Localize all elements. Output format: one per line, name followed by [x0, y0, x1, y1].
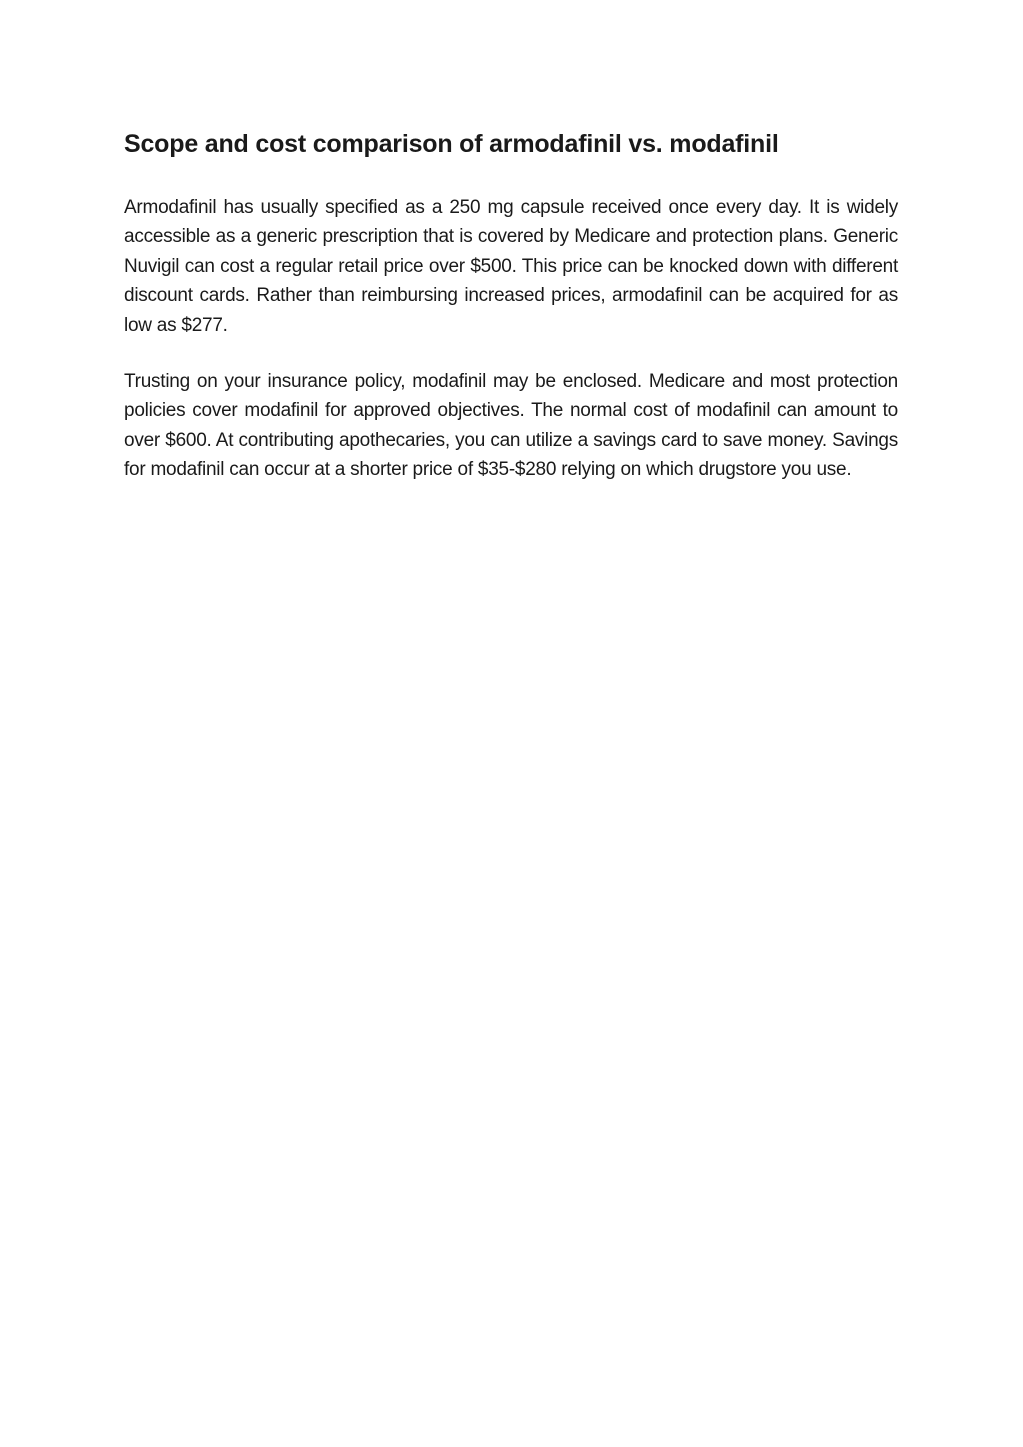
document-title: Scope and cost comparison of armodafinil vs. modafinil: [124, 130, 779, 158]
paragraph-modafinil: Trusting on your insurance policy, modafinil may be enclosed. Medicare and most protection policies cover modafinil for approved objectives. The normal cost of modafinil can amount to over $600. At contributing apothecaries, you can utilize a savings card to save money. Savings for modafinil can occur at a shorter price of $35-$280 relying on which drugstore you use.: [124, 371, 898, 481]
document-body: [124, 126, 898, 512]
paragraph-armodafinil: Armodafinil has usually specified as a 250 mg capsule received once every day. It is widely accessible as a generic prescription that is covered by Medicare and protection plans. Generic Nuvigil can cost a regular retail price over $500. This price can be knocked down with different discount cards. Rather than reimbursing increased prices, armodafinil can be acquired for as low as $277.: [124, 197, 898, 336]
